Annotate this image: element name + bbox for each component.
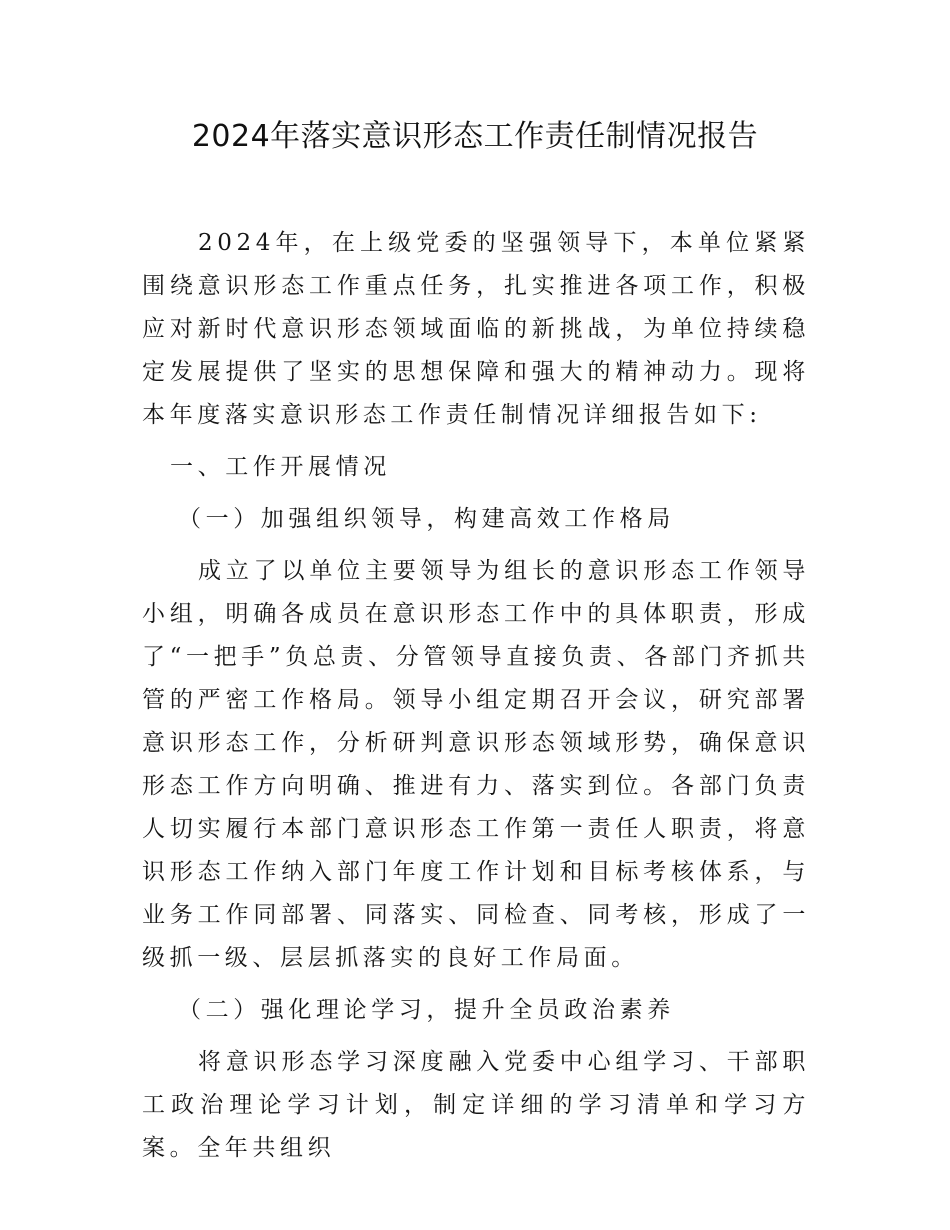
intro-paragraph: 2024年，在上级党委的坚强领导下，本单位紧紧围绕意识形态工作重点任务，扎实推进各项工作，积极应对新时代意识形态领域面临的新挑战，为单位持续稳定发展提供了坚实的思想保障和强大的精神动力。现将本年度落实意识形态工作责任制情况详细报告如下: (142, 230, 810, 428)
spacer (142, 1032, 810, 1041)
subsection-paragraph: 成立了以单位主要领导为组长的意识形态工作领导小组，明确各成员在意识形态工作中的具体职责，形成了“一把手”负总责、分管领导直接负责、各部门齐抓共管的严密工作格局。领导小组定期召开会议，研究部署意识形态工作，分析研判意识形态领域形势，确保意识形态工作方向明确、推进有力、落实到位。各部门负责人切实履行本部门意识形态工作第一责任人职责，将意识形态工作纳入部门年度工作计划和目标考核体系，与业务工作同部署、同落实、同检查、同考核，形成了一级抓一级、层层抓落实的良好工作局面。 (142, 558, 810, 971)
subsection-paragraph: 将意识形态学习深度融入党委中心组学习、干部职工政治理论学习计划，制定详细的学习清单和学习方案。全年共组织 (142, 1049, 810, 1161)
subsection-heading: （一）加强组织领导，构建高效工作格局 (178, 506, 675, 532)
spacer (142, 980, 810, 989)
document-title: 2024年落实意识形态工作责任制情况报告 (191, 119, 759, 154)
spacer (142, 437, 810, 446)
section-heading: 一、工作开展情况 (170, 454, 391, 480)
spacer (142, 489, 810, 498)
subsection-heading: （二）强化理论学习，提升全员政治素养 (178, 997, 675, 1023)
document-body (142, 222, 810, 1170)
spacer (142, 541, 810, 550)
